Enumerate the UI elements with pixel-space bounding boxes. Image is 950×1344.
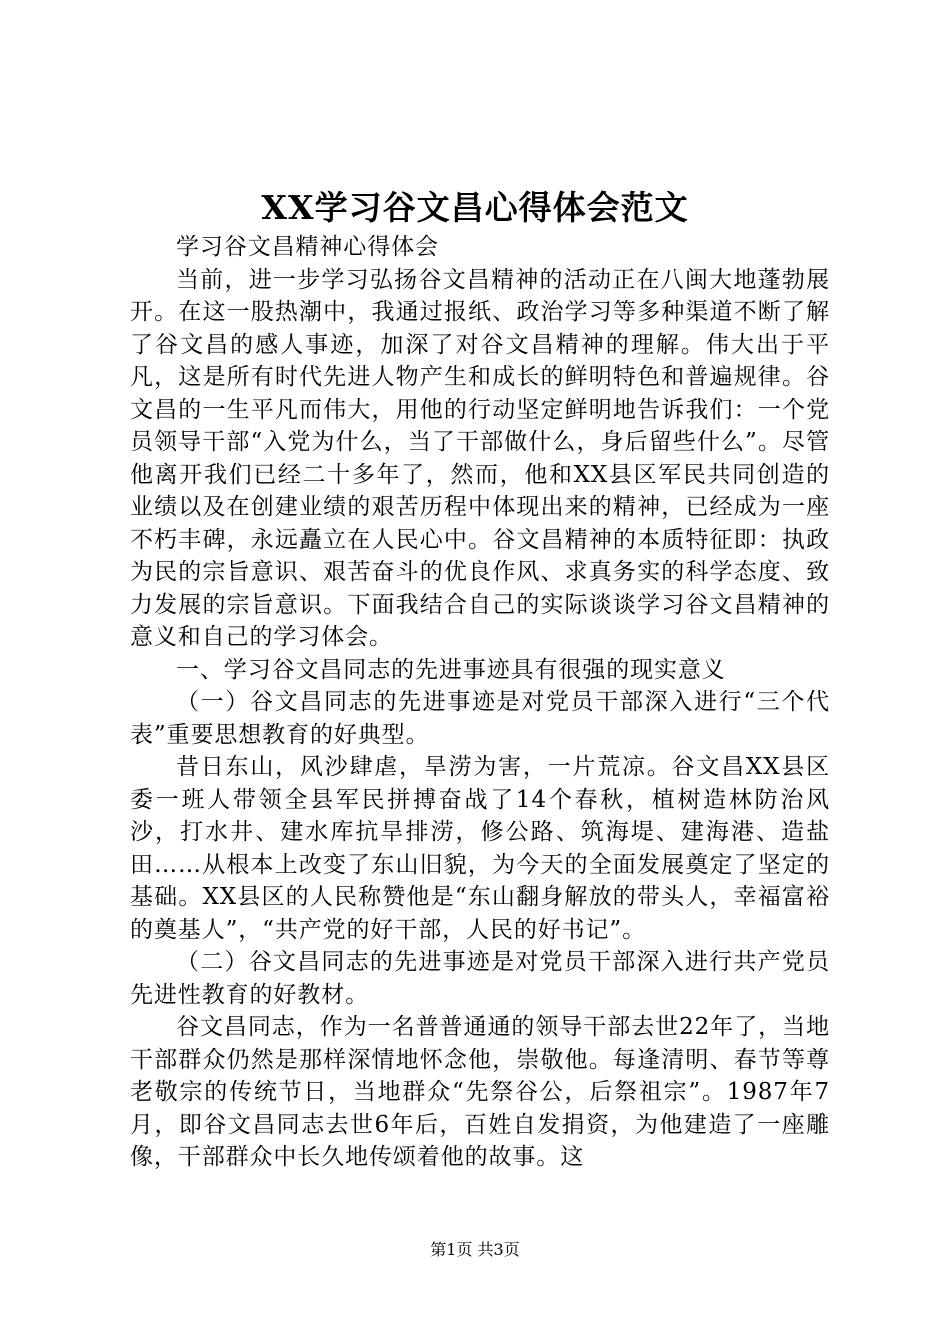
paragraph-subtitle: 学习谷文昌精神心得体会 (176, 234, 439, 260)
subsection-heading-2: （二）谷文昌同志的先进事迹是对党员干部深入进行共产党员先进性教育的好教材。 (130, 949, 830, 1008)
paragraph-intro: 当前，进一步学习弘扬谷文昌精神的活动正在八闽大地蓬勃展开。在这一股热潮中，我通过报纸、政治学习等多种渠道不断了解了谷文昌的感人事迹，加深了对谷文昌精神的理解。伟大出于平凡，这是所有时代先进人物产生和成长的鲜明特色和普遍规律。谷文昌的一生平凡而伟大，用他的行动坚定鲜明地告诉我们：一个党员领导干部“入党为什么，当了干部做什么，身后留些什么”。尽管他离开我们已经二十多年了，然而，他和XX县区军民共同创造的业绩以及在创建业绩的艰苦历程中体现出来的精神，已经成为一座不朽丰碑，永远矗立在人民心中。谷文昌精神的本质特征即：执政为民的宗旨意识、艰苦奋斗的优良作风、求真务实的科学态度、致力发展的宗旨意识。下面我结合自己的实际谈谈学习谷文昌精神的意义和自己的学习体会。 (130, 266, 830, 650)
subsection-heading-1: （一）谷文昌同志的先进事迹是对党员干部深入进行“三个代表”重要思想教育的好典型。 (130, 689, 830, 748)
page-footer: 第1页 共3页 (430, 1240, 520, 1259)
document-body (130, 231, 830, 1174)
document-title: XX学习谷文昌心得体会范文 (261, 188, 689, 227)
paragraph-memory: 谷文昌同志，作为一名普普通通的领导干部去世22年了，当地干部群众仍然是那样深情地怀念他，崇敬他。每逢清明、春节等尊老敬宗的传统节日，当地群众“先祭谷公，后祭祖宗”。1987年7月，即谷文昌同志去世6年后，百姓自发捐资，为他建造了一座雕像，干部群众中长久地传颂着他的故事。这 (130, 1014, 830, 1170)
section-heading-1: 一、学习谷文昌同志的先进事迹具有很强的现实意义 (176, 656, 726, 683)
paragraph-dongshan: 昔日东山，风沙肆虐，旱涝为害，一片荒凉。谷文昌XX县区委一班人带领全县军民拼搏奋战了14个春秋，植树造林防治风沙，打水井、建水库抗旱排涝，修公路、筑海堤、建海港、造盐田……从根本上改变了东山旧貌，为今天的全面发展奠定了坚定的基础。XX县区的人民称赞他是“东山翻身解放的带头人，幸福富裕的奠基人”，“共产党的好干部，人民的好书记”。 (130, 754, 830, 943)
